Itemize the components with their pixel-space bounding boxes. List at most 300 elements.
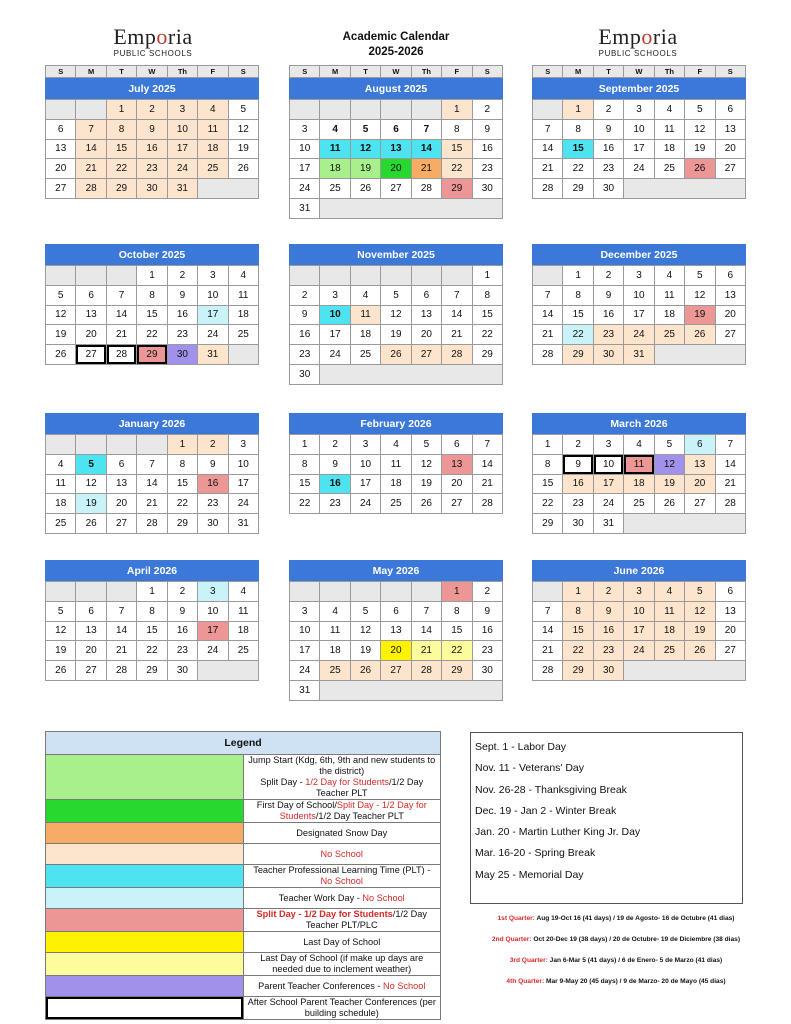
day-cell: 5 <box>654 435 684 455</box>
day-cell: 8 <box>563 601 593 621</box>
day-cell: 16 <box>290 325 320 345</box>
day-cell: 22 <box>137 325 167 345</box>
empty-cell <box>624 661 746 681</box>
day-cell: 15 <box>167 474 197 494</box>
day-cell: 2 <box>137 100 167 120</box>
day-cell: 21 <box>411 159 441 179</box>
weekday-header: S <box>46 66 76 78</box>
day-cell: 10 <box>290 139 320 159</box>
day-cell: 24 <box>228 494 258 514</box>
day-cell: 7 <box>533 119 563 139</box>
day-cell: 17 <box>624 139 654 159</box>
day-cell: 2 <box>472 100 502 120</box>
month-title: April 2026 <box>45 560 259 581</box>
legend-label: Split Day - 1/2 Day for Students/1/2 Day Teacher PLT/PLC <box>243 909 441 932</box>
logo-left <box>93 26 213 58</box>
day-cell: 6 <box>442 435 472 455</box>
weekday-header: M <box>76 66 106 78</box>
day-cell: 19 <box>46 325 76 345</box>
day-cell: 22 <box>563 159 593 179</box>
legend-swatch <box>46 844 244 865</box>
day-cell: 29 <box>442 179 472 199</box>
day-cell: 24 <box>624 159 654 179</box>
day-cell: 24 <box>320 345 350 365</box>
empty-cell <box>442 266 472 286</box>
day-cell: 9 <box>593 285 623 305</box>
day-cell: 16 <box>472 139 502 159</box>
day-cell: 3 <box>624 100 654 120</box>
day-cell: 29 <box>563 345 593 365</box>
day-cell: 17 <box>198 621 228 641</box>
day-cell: 3 <box>624 582 654 602</box>
legend-swatch <box>46 755 244 800</box>
day-cell: 11 <box>654 285 684 305</box>
day-cell: 21 <box>715 474 745 494</box>
day-cell: 14 <box>411 139 441 159</box>
day-cell: 13 <box>685 454 715 474</box>
day-cell: 26 <box>350 179 380 199</box>
day-cell: 19 <box>228 139 258 159</box>
day-cell: 2 <box>472 582 502 602</box>
day-cell: 25 <box>46 514 76 534</box>
day-cell: 16 <box>472 621 502 641</box>
day-cell: 10 <box>198 601 228 621</box>
legend-title: Legend <box>46 732 441 755</box>
legend <box>45 731 441 1020</box>
day-cell: 28 <box>137 514 167 534</box>
day-cell: 23 <box>593 325 623 345</box>
day-cell: 30 <box>593 179 623 199</box>
empty-cell <box>411 100 441 120</box>
day-cell: 9 <box>593 601 623 621</box>
day-cell: 27 <box>685 494 715 514</box>
day-cell: 24 <box>198 641 228 661</box>
day-cell: 28 <box>106 661 136 681</box>
month-calendar <box>532 244 746 365</box>
day-cell: 18 <box>228 305 258 325</box>
day-cell: 9 <box>472 601 502 621</box>
day-cell: 31 <box>198 345 228 365</box>
day-cell: 23 <box>593 159 623 179</box>
month-title: January 2026 <box>45 413 259 434</box>
day-cell: 6 <box>381 601 411 621</box>
day-cell: 19 <box>381 325 411 345</box>
day-cell: 16 <box>593 621 623 641</box>
day-cell: 23 <box>137 159 167 179</box>
month-title: December 2025 <box>532 244 746 265</box>
day-cell: 25 <box>320 179 350 199</box>
day-cell: 27 <box>715 159 745 179</box>
day-cell: 18 <box>624 474 654 494</box>
day-cell: 6 <box>381 119 411 139</box>
day-cell: 3 <box>198 266 228 286</box>
day-cell: 6 <box>715 100 745 120</box>
quarter-item: 2nd Quarter: Oct 20-Dec 19 (38 days) / 20 de Octubre- 19 de Diciembre (38 dias) <box>491 936 741 943</box>
day-cell: 13 <box>106 474 136 494</box>
day-cell: 7 <box>411 119 441 139</box>
day-cell: 22 <box>442 159 472 179</box>
day-cell: 5 <box>411 435 441 455</box>
day-cell: 12 <box>350 139 380 159</box>
empty-cell <box>106 435 136 455</box>
day-cell: 7 <box>533 285 563 305</box>
day-cell: 23 <box>593 641 623 661</box>
month-calendar <box>532 65 746 199</box>
day-cell: 13 <box>442 454 472 474</box>
day-cell: 22 <box>442 641 472 661</box>
empty-cell <box>46 266 76 286</box>
weekday-header: S <box>290 66 320 78</box>
day-cell: 20 <box>76 641 106 661</box>
day-cell: 23 <box>167 641 197 661</box>
empty-cell <box>198 179 259 199</box>
month-calendar <box>289 244 503 385</box>
day-cell: 5 <box>685 266 715 286</box>
day-cell: 15 <box>290 474 320 494</box>
legend-label: Last Day of School (if make up days are needed due to inclement weather) <box>243 953 441 976</box>
month-title: September 2025 <box>532 78 746 99</box>
empty-cell <box>290 582 320 602</box>
month-calendar <box>45 65 259 199</box>
day-cell: 29 <box>442 661 472 681</box>
legend-row <box>46 865 441 888</box>
day-cell: 1 <box>472 266 502 286</box>
day-cell: 15 <box>563 621 593 641</box>
day-cell: 28 <box>533 661 563 681</box>
day-cell: 22 <box>167 494 197 514</box>
day-cell: 4 <box>198 100 228 120</box>
day-cell: 22 <box>137 641 167 661</box>
day-cell: 2 <box>593 100 623 120</box>
day-cell: 29 <box>106 179 136 199</box>
day-cell: 18 <box>381 474 411 494</box>
day-cell: 21 <box>137 494 167 514</box>
day-cell: 30 <box>167 345 197 365</box>
day-cell: 8 <box>563 119 593 139</box>
day-cell: 10 <box>624 119 654 139</box>
day-cell: 5 <box>76 454 106 474</box>
day-cell: 11 <box>228 285 258 305</box>
school-year: 2025-2026 <box>368 46 424 58</box>
day-cell: 12 <box>350 621 380 641</box>
day-cell: 6 <box>76 601 106 621</box>
legend-label: Parent Teacher Conferences - No School <box>243 976 441 997</box>
day-cell: 8 <box>290 454 320 474</box>
legend-label: No School <box>243 844 441 865</box>
empty-cell <box>198 661 259 681</box>
day-cell: 19 <box>654 474 684 494</box>
weekday-header: T <box>593 66 623 78</box>
empty-cell <box>411 266 441 286</box>
day-cell: 10 <box>350 454 380 474</box>
day-cell: 22 <box>563 325 593 345</box>
weekday-header: F <box>685 66 715 78</box>
day-cell: 13 <box>76 621 106 641</box>
day-cell: 19 <box>76 494 106 514</box>
day-cell: 16 <box>320 474 350 494</box>
day-cell: 20 <box>46 159 76 179</box>
day-cell: 4 <box>654 266 684 286</box>
day-cell: 1 <box>442 100 472 120</box>
day-cell: 12 <box>228 119 258 139</box>
day-cell: 26 <box>46 345 76 365</box>
day-cell: 3 <box>320 285 350 305</box>
empty-cell <box>137 435 167 455</box>
day-cell: 26 <box>685 325 715 345</box>
day-cell: 22 <box>563 641 593 661</box>
day-cell: 25 <box>381 494 411 514</box>
day-cell: 10 <box>320 305 350 325</box>
legend-row <box>46 976 441 997</box>
legend-swatch <box>46 953 244 976</box>
day-cell: 22 <box>533 494 563 514</box>
day-cell: 8 <box>442 601 472 621</box>
empty-cell <box>411 582 441 602</box>
day-cell: 13 <box>76 305 106 325</box>
day-cell: 27 <box>381 179 411 199</box>
month-calendar <box>289 65 503 219</box>
day-cell: 10 <box>624 285 654 305</box>
holiday-item: Nov. 11 - Veterans' Day <box>475 762 584 775</box>
day-cell: 7 <box>442 285 472 305</box>
day-cell: 4 <box>46 454 76 474</box>
day-cell: 1 <box>442 582 472 602</box>
day-cell: 3 <box>593 435 623 455</box>
day-cell: 4 <box>350 285 380 305</box>
day-cell: 25 <box>228 641 258 661</box>
day-cell: 21 <box>106 641 136 661</box>
day-cell: 28 <box>76 179 106 199</box>
month-calendar <box>532 413 746 534</box>
day-cell: 12 <box>411 454 441 474</box>
day-cell: 30 <box>563 514 593 534</box>
day-cell: 20 <box>715 621 745 641</box>
weekday-header: T <box>106 66 136 78</box>
legend-label: Designated Snow Day <box>243 823 441 844</box>
day-cell: 2 <box>593 266 623 286</box>
day-cell: 21 <box>442 325 472 345</box>
day-cell: 10 <box>290 621 320 641</box>
day-cell: 14 <box>76 139 106 159</box>
day-cell: 18 <box>320 641 350 661</box>
day-cell: 2 <box>320 435 350 455</box>
day-cell: 26 <box>685 159 715 179</box>
empty-cell <box>381 266 411 286</box>
day-cell: 28 <box>472 494 502 514</box>
day-cell: 4 <box>320 119 350 139</box>
empty-cell <box>533 266 563 286</box>
day-cell: 26 <box>685 641 715 661</box>
day-cell: 3 <box>350 435 380 455</box>
holiday-item: May 25 - Memorial Day <box>475 868 584 881</box>
legend-row <box>46 997 441 1020</box>
day-cell: 25 <box>654 325 684 345</box>
legend-row <box>46 800 441 823</box>
day-cell: 16 <box>137 139 167 159</box>
holiday-item: Dec. 19 - Jan 2 - Winter Break <box>475 804 617 817</box>
day-cell: 15 <box>137 621 167 641</box>
day-cell: 26 <box>411 494 441 514</box>
day-cell: 18 <box>654 621 684 641</box>
day-cell: 24 <box>198 325 228 345</box>
day-cell: 21 <box>472 474 502 494</box>
logo-right <box>578 26 698 58</box>
day-cell: 9 <box>320 454 350 474</box>
day-cell: 9 <box>167 601 197 621</box>
day-cell: 14 <box>106 305 136 325</box>
day-cell: 28 <box>715 494 745 514</box>
quarter-item: 3rd Quarter: Jan 6-Mar 5 (41 days) / 6 de Enero- 5 de Marzo (41 dias) <box>509 957 723 964</box>
day-cell: 3 <box>290 119 320 139</box>
day-cell: 21 <box>533 159 563 179</box>
day-cell: 8 <box>106 119 136 139</box>
day-cell: 17 <box>624 305 654 325</box>
day-cell: 25 <box>350 345 380 365</box>
legend-row <box>46 844 441 865</box>
day-cell: 6 <box>46 119 76 139</box>
day-cell: 11 <box>320 139 350 159</box>
weekday-header: F <box>198 66 228 78</box>
weekday-header: M <box>320 66 350 78</box>
month-title: February 2026 <box>289 413 503 434</box>
day-cell: 28 <box>442 345 472 365</box>
day-cell: 1 <box>167 435 197 455</box>
day-cell: 13 <box>381 139 411 159</box>
day-cell: 15 <box>442 621 472 641</box>
day-cell: 30 <box>167 661 197 681</box>
day-cell: 6 <box>106 454 136 474</box>
day-cell: 18 <box>654 305 684 325</box>
holiday-list <box>470 732 743 904</box>
day-cell: 26 <box>381 345 411 365</box>
day-cell: 20 <box>381 159 411 179</box>
day-cell: 17 <box>290 159 320 179</box>
day-cell: 3 <box>167 100 197 120</box>
weekday-header: Th <box>654 66 684 78</box>
day-cell: 16 <box>563 474 593 494</box>
day-cell: 30 <box>472 179 502 199</box>
day-cell: 13 <box>381 621 411 641</box>
day-cell: 16 <box>593 305 623 325</box>
day-cell: 27 <box>442 494 472 514</box>
empty-cell <box>533 100 563 120</box>
day-cell: 6 <box>685 435 715 455</box>
day-cell: 27 <box>76 345 106 365</box>
day-cell: 16 <box>167 621 197 641</box>
weekday-header: M <box>563 66 593 78</box>
legend-label: First Day of School/Split Day - 1/2 Day for Students/1/2 Day Teacher PLT <box>243 800 441 823</box>
day-cell: 14 <box>533 139 563 159</box>
day-cell: 8 <box>563 285 593 305</box>
day-cell: 7 <box>106 285 136 305</box>
legend-label: After School Parent Teacher Conferences (per building schedule) <box>243 997 441 1020</box>
day-cell: 28 <box>411 179 441 199</box>
day-cell: 30 <box>593 661 623 681</box>
legend-row <box>46 888 441 909</box>
day-cell: 19 <box>685 621 715 641</box>
day-cell: 10 <box>593 454 623 474</box>
empty-cell <box>46 435 76 455</box>
day-cell: 1 <box>563 266 593 286</box>
day-cell: 26 <box>350 661 380 681</box>
legend-label: Teacher Professional Learning Time (PLT) - No School <box>243 865 441 888</box>
day-cell: 21 <box>76 159 106 179</box>
day-cell: 18 <box>320 159 350 179</box>
day-cell: 10 <box>198 285 228 305</box>
day-cell: 8 <box>137 285 167 305</box>
day-cell: 18 <box>198 139 228 159</box>
day-cell: 7 <box>411 601 441 621</box>
day-cell: 21 <box>106 325 136 345</box>
day-cell: 8 <box>137 601 167 621</box>
day-cell: 20 <box>715 139 745 159</box>
day-cell: 27 <box>715 641 745 661</box>
day-cell: 2 <box>290 285 320 305</box>
empty-cell <box>320 680 503 700</box>
day-cell: 17 <box>198 305 228 325</box>
day-cell: 26 <box>76 514 106 534</box>
day-cell: 5 <box>228 100 258 120</box>
day-cell: 4 <box>320 601 350 621</box>
day-cell: 4 <box>624 435 654 455</box>
day-cell: 17 <box>167 139 197 159</box>
day-cell: 23 <box>563 494 593 514</box>
day-cell: 11 <box>381 454 411 474</box>
day-cell: 31 <box>624 345 654 365</box>
day-cell: 1 <box>137 266 167 286</box>
day-cell: 28 <box>533 345 563 365</box>
day-cell: 15 <box>137 305 167 325</box>
day-cell: 3 <box>228 435 258 455</box>
holiday-item: Sept. 1 - Labor Day <box>475 741 567 753</box>
legend-swatch <box>46 932 244 953</box>
weekday-header: T <box>350 66 380 78</box>
day-cell: 27 <box>46 179 76 199</box>
empty-cell <box>350 582 380 602</box>
empty-cell <box>46 582 76 602</box>
day-cell: 6 <box>76 285 106 305</box>
day-cell: 11 <box>198 119 228 139</box>
empty-cell <box>654 345 745 365</box>
legend-swatch <box>46 800 244 823</box>
month-calendar <box>45 413 259 534</box>
day-cell: 1 <box>563 582 593 602</box>
day-cell: 18 <box>654 139 684 159</box>
day-cell: 14 <box>137 474 167 494</box>
page-title: Academic Calendar <box>342 31 450 43</box>
day-cell: 29 <box>137 345 167 365</box>
legend-swatch <box>46 976 244 997</box>
day-cell: 1 <box>290 435 320 455</box>
weekday-header: W <box>381 66 411 78</box>
empty-cell <box>106 582 136 602</box>
day-cell: 24 <box>624 325 654 345</box>
day-cell: 5 <box>685 582 715 602</box>
day-cell: 29 <box>137 661 167 681</box>
empty-cell <box>290 100 320 120</box>
empty-cell <box>76 100 106 120</box>
day-cell: 7 <box>137 454 167 474</box>
empty-cell <box>381 582 411 602</box>
logo-name: Emporia <box>113 24 193 49</box>
day-cell: 27 <box>76 661 106 681</box>
empty-cell <box>46 100 76 120</box>
day-cell: 20 <box>381 641 411 661</box>
logo-name: Emporia <box>598 24 678 49</box>
day-cell: 25 <box>654 159 684 179</box>
weekday-header: Th <box>167 66 197 78</box>
legend-row <box>46 932 441 953</box>
